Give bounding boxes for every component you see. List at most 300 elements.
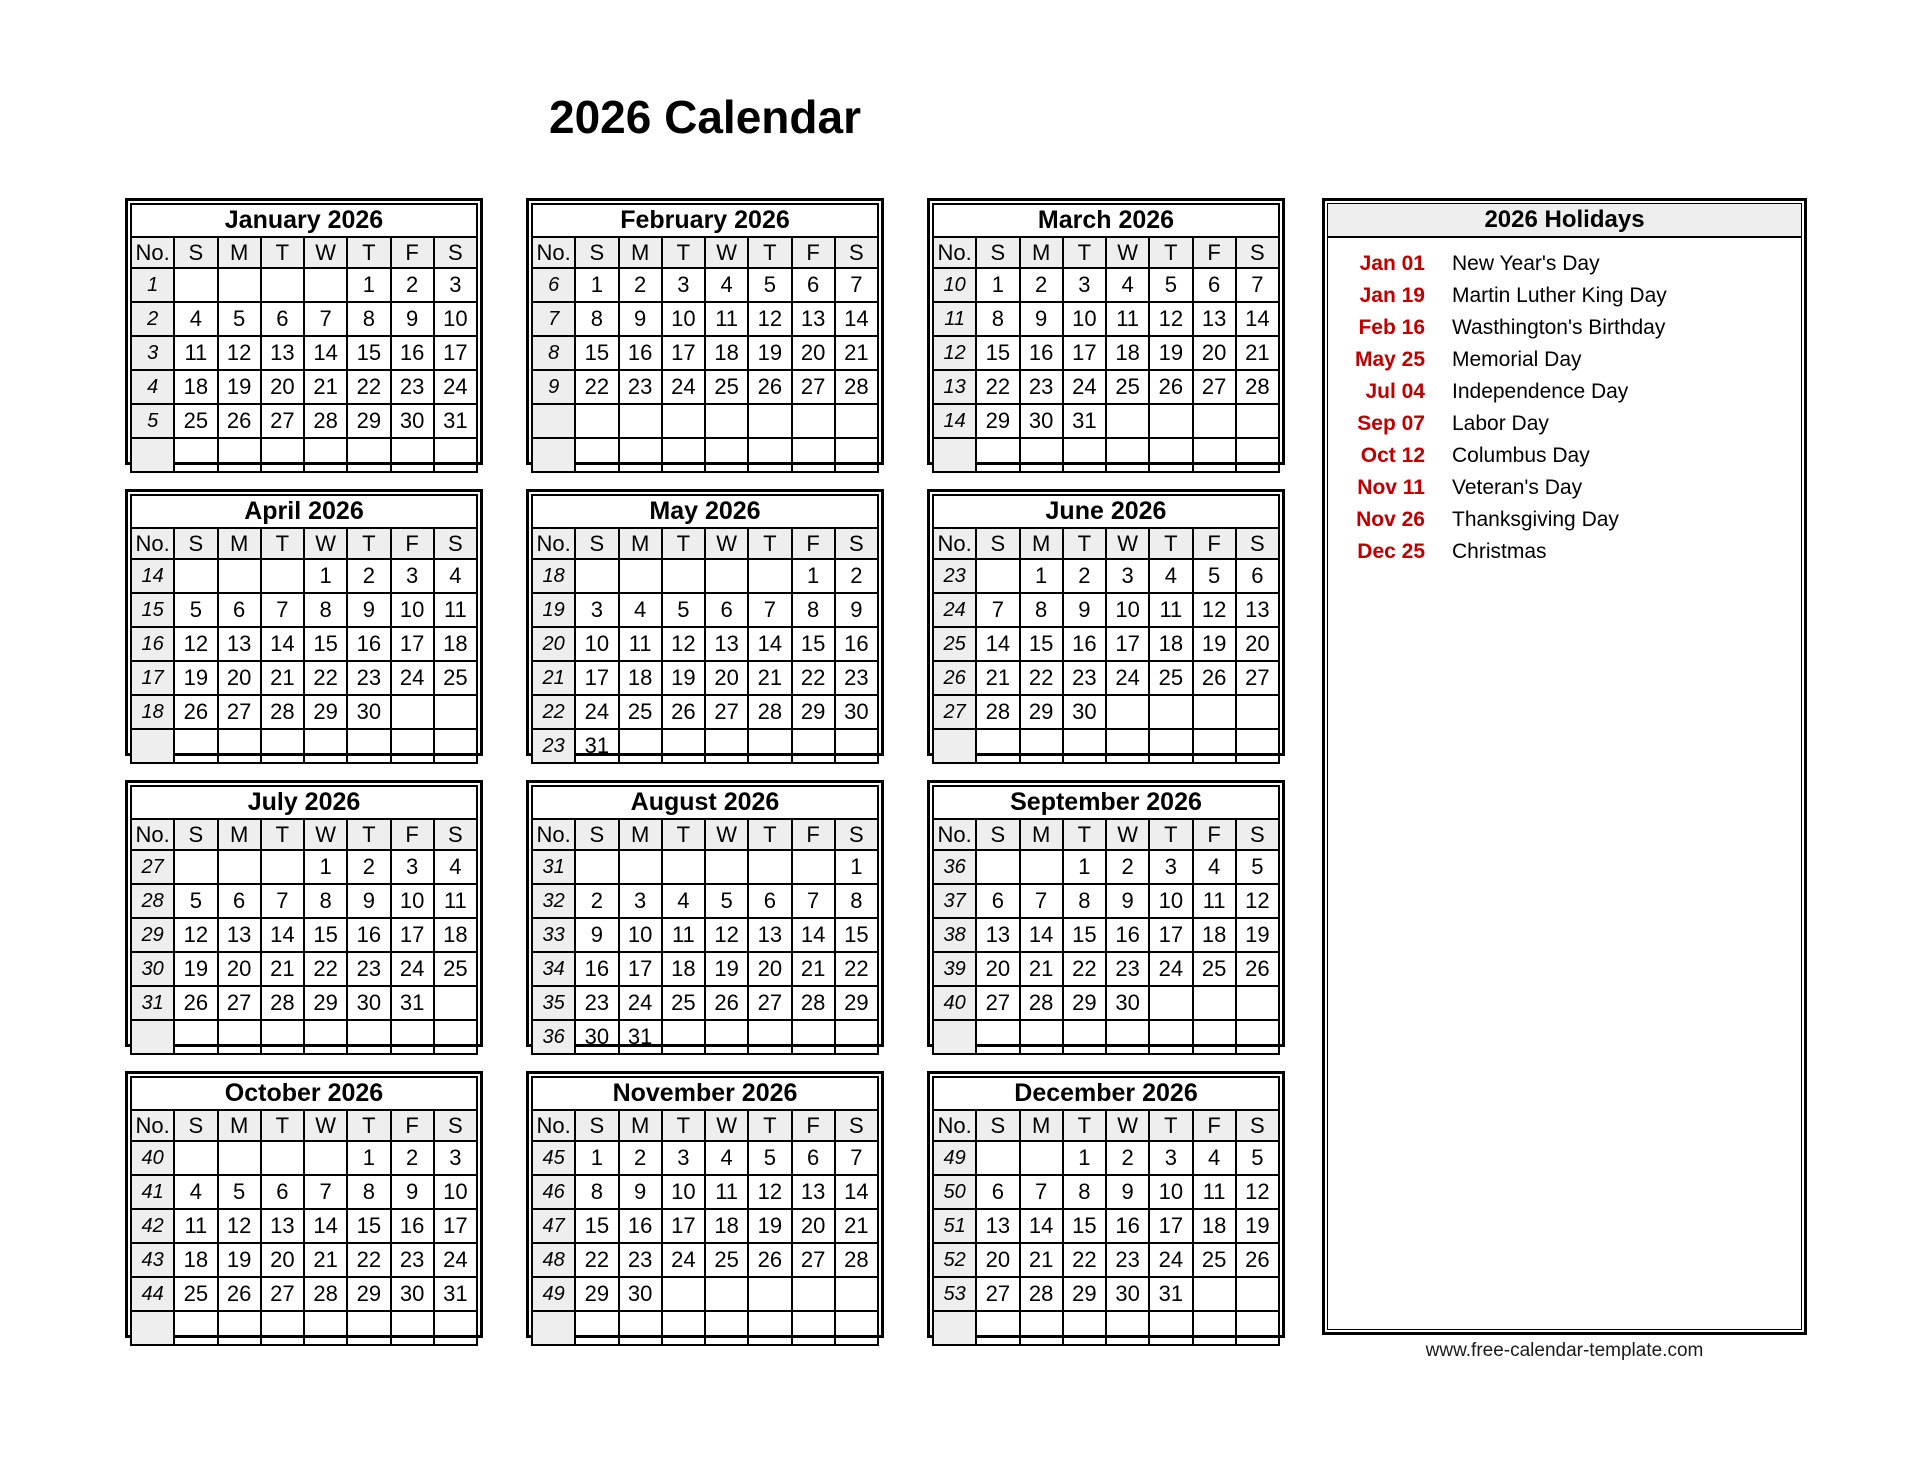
- week-number-header: No.: [131, 1110, 174, 1141]
- week-row: [532, 438, 878, 472]
- day-cell: 9: [1106, 884, 1149, 918]
- day-cell: 13: [1236, 593, 1279, 627]
- day-cell: [976, 729, 1019, 763]
- day-cell: [792, 729, 835, 763]
- day-cell: 23: [391, 370, 434, 404]
- day-cell: 18: [1193, 1209, 1236, 1243]
- day-cell: 10: [1106, 593, 1149, 627]
- day-cell: 27: [748, 986, 791, 1020]
- day-of-week-header: W: [705, 819, 748, 850]
- day-cell: 15: [792, 627, 835, 661]
- week-number-cell: 27: [131, 850, 174, 884]
- day-cell: [261, 559, 304, 593]
- day-of-week-header: T: [347, 237, 390, 268]
- day-cell: 19: [174, 952, 217, 986]
- day-cell: [391, 438, 434, 472]
- day-cell: 19: [748, 1209, 791, 1243]
- day-cell: 7: [261, 593, 304, 627]
- day-cell: 6: [792, 268, 835, 302]
- day-cell: [575, 438, 618, 472]
- day-cell: 27: [218, 986, 261, 1020]
- day-of-week-header: M: [218, 1110, 261, 1141]
- month-calendar-july: [125, 780, 483, 1047]
- day-of-week-header: S: [976, 819, 1019, 850]
- day-cell: 21: [304, 370, 347, 404]
- day-cell: 25: [662, 986, 705, 1020]
- day-of-week-header: W: [705, 237, 748, 268]
- day-cell: [304, 438, 347, 472]
- month-table-october: [130, 1076, 478, 1346]
- day-cell: 27: [976, 986, 1019, 1020]
- day-cell: 13: [748, 918, 791, 952]
- day-cell: 7: [976, 593, 1019, 627]
- day-cell: 6: [1193, 268, 1236, 302]
- holiday-row: [1328, 440, 1801, 472]
- holiday-name: New Year's Day: [1452, 252, 1600, 275]
- week-row: [933, 438, 1279, 472]
- day-cell: 10: [391, 593, 434, 627]
- week-row: [532, 918, 878, 952]
- day-cell: 24: [1149, 952, 1192, 986]
- holiday-row: [1328, 472, 1801, 504]
- day-cell: 2: [347, 850, 390, 884]
- day-of-week-header: W: [304, 1110, 347, 1141]
- day-cell: 3: [391, 850, 434, 884]
- day-cell: [1149, 729, 1192, 763]
- day-cell: 4: [434, 559, 477, 593]
- day-cell: [304, 1020, 347, 1054]
- day-cell: 24: [391, 952, 434, 986]
- day-cell: 10: [434, 302, 477, 336]
- day-cell: 13: [792, 1175, 835, 1209]
- day-cell: 3: [434, 1141, 477, 1175]
- day-cell: 15: [575, 1209, 618, 1243]
- month-title: August 2026: [532, 786, 878, 819]
- day-cell: [174, 1020, 217, 1054]
- day-cell: 2: [619, 1141, 662, 1175]
- week-number-cell: 49: [532, 1277, 575, 1311]
- week-row: [532, 268, 878, 302]
- day-cell: [218, 268, 261, 302]
- day-cell: [1236, 1020, 1279, 1054]
- day-cell: 30: [347, 695, 390, 729]
- day-cell: 25: [705, 1243, 748, 1277]
- day-cell: [218, 559, 261, 593]
- day-cell: 3: [1106, 559, 1149, 593]
- day-cell: 10: [575, 627, 618, 661]
- day-cell: [705, 1277, 748, 1311]
- day-cell: 29: [347, 1277, 390, 1311]
- day-cell: 4: [1193, 850, 1236, 884]
- day-cell: [174, 438, 217, 472]
- month-calendar-april: [125, 489, 483, 756]
- day-cell: [1236, 695, 1279, 729]
- month-title: February 2026: [532, 204, 878, 237]
- day-cell: [792, 438, 835, 472]
- day-of-week-header: T: [1149, 237, 1192, 268]
- day-cell: 18: [1106, 336, 1149, 370]
- day-cell: 21: [792, 952, 835, 986]
- month-title: April 2026: [131, 495, 477, 528]
- day-cell: 15: [1063, 918, 1106, 952]
- day-cell: 16: [1106, 1209, 1149, 1243]
- day-cell: 19: [1149, 336, 1192, 370]
- day-cell: 9: [1106, 1175, 1149, 1209]
- day-of-week-header: T: [748, 237, 791, 268]
- day-of-week-header: S: [174, 819, 217, 850]
- day-cell: 24: [575, 695, 618, 729]
- day-cell: 25: [1106, 370, 1149, 404]
- week-number-cell: 12: [933, 336, 976, 370]
- day-of-week-header: M: [218, 819, 261, 850]
- day-cell: 7: [304, 1175, 347, 1209]
- day-cell: 20: [976, 952, 1019, 986]
- day-cell: 29: [1063, 1277, 1106, 1311]
- week-number-cell: 5: [131, 404, 174, 438]
- day-cell: 13: [705, 627, 748, 661]
- day-cell: 9: [347, 593, 390, 627]
- day-cell: [218, 1311, 261, 1345]
- holiday-row: [1328, 536, 1801, 568]
- week-row: [933, 952, 1279, 986]
- day-cell: [1020, 1311, 1063, 1345]
- week-number-cell: 7: [532, 302, 575, 336]
- day-cell: 12: [218, 1209, 261, 1243]
- day-cell: 15: [1020, 627, 1063, 661]
- day-cell: 16: [347, 918, 390, 952]
- day-cell: 18: [1193, 918, 1236, 952]
- day-cell: 1: [792, 559, 835, 593]
- day-cell: [1020, 850, 1063, 884]
- week-row: [131, 336, 477, 370]
- week-number-cell: 31: [131, 986, 174, 1020]
- day-cell: 22: [347, 370, 390, 404]
- week-row: [532, 627, 878, 661]
- day-cell: [261, 1311, 304, 1345]
- day-cell: 19: [218, 370, 261, 404]
- month-calendar-september: [927, 780, 1285, 1047]
- day-cell: [1149, 438, 1192, 472]
- week-row: [532, 661, 878, 695]
- week-row: [933, 850, 1279, 884]
- day-cell: [261, 438, 304, 472]
- day-cell: [976, 850, 1019, 884]
- day-cell: 12: [174, 627, 217, 661]
- day-cell: [792, 850, 835, 884]
- holiday-date: Nov 11: [1357, 476, 1425, 499]
- day-of-week-header: F: [391, 528, 434, 559]
- day-cell: 24: [662, 1243, 705, 1277]
- day-cell: 25: [705, 370, 748, 404]
- month-title: December 2026: [933, 1077, 1279, 1110]
- holidays-list: [1328, 238, 1801, 568]
- day-cell: 9: [1020, 302, 1063, 336]
- week-row: [131, 1175, 477, 1209]
- day-cell: 13: [261, 336, 304, 370]
- day-cell: [748, 1277, 791, 1311]
- day-cell: [748, 559, 791, 593]
- week-row: [131, 627, 477, 661]
- holiday-name: Thanksgiving Day: [1452, 508, 1619, 531]
- day-cell: [976, 559, 1019, 593]
- day-cell: 1: [1020, 559, 1063, 593]
- day-of-week-header: W: [1106, 528, 1149, 559]
- day-cell: 16: [347, 627, 390, 661]
- week-number-cell: 50: [933, 1175, 976, 1209]
- week-number-cell: 40: [933, 986, 976, 1020]
- day-cell: [1063, 1311, 1106, 1345]
- week-row: [532, 1209, 878, 1243]
- day-cell: [434, 1020, 477, 1054]
- week-number-cell: 16: [131, 627, 174, 661]
- day-cell: 18: [705, 336, 748, 370]
- day-cell: 3: [1063, 268, 1106, 302]
- day-cell: [304, 1311, 347, 1345]
- month-calendar-june: [927, 489, 1285, 756]
- footer-url: www.free-calendar-template.com: [1425, 1340, 1704, 1361]
- day-cell: 7: [792, 884, 835, 918]
- holiday-row: [1328, 312, 1801, 344]
- holiday-date: Oct 12: [1360, 444, 1425, 467]
- month-calendar-march: [927, 198, 1285, 465]
- week-number-cell: 2: [131, 302, 174, 336]
- week-number-cell: [131, 1311, 174, 1345]
- day-cell: 20: [748, 952, 791, 986]
- month-table-september: [932, 785, 1280, 1055]
- day-of-week-header: F: [1193, 1110, 1236, 1141]
- day-cell: 6: [218, 593, 261, 627]
- months-grid: [125, 198, 1285, 1338]
- day-cell: 3: [1149, 850, 1192, 884]
- day-cell: 8: [575, 302, 618, 336]
- week-row: [933, 1020, 1279, 1054]
- day-cell: [835, 1020, 878, 1054]
- day-cell: [1236, 986, 1279, 1020]
- day-cell: 29: [1063, 986, 1106, 1020]
- week-number-cell: [532, 404, 575, 438]
- week-row: [532, 695, 878, 729]
- week-row: [131, 986, 477, 1020]
- day-cell: [218, 1141, 261, 1175]
- day-cell: [1106, 695, 1149, 729]
- day-cell: [792, 404, 835, 438]
- week-number-cell: 29: [131, 918, 174, 952]
- day-cell: 27: [218, 695, 261, 729]
- week-number-cell: 8: [532, 336, 575, 370]
- week-number-cell: 17: [131, 661, 174, 695]
- day-cell: 21: [304, 1243, 347, 1277]
- day-cell: [434, 729, 477, 763]
- week-number-cell: 24: [933, 593, 976, 627]
- day-cell: 31: [434, 404, 477, 438]
- day-cell: 8: [1020, 593, 1063, 627]
- week-row: [933, 1311, 1279, 1345]
- day-cell: [835, 404, 878, 438]
- week-number-cell: 47: [532, 1209, 575, 1243]
- day-cell: 4: [619, 593, 662, 627]
- day-cell: 29: [976, 404, 1019, 438]
- day-cell: 2: [1063, 559, 1106, 593]
- week-number-cell: 18: [532, 559, 575, 593]
- day-cell: 17: [662, 336, 705, 370]
- day-cell: 15: [347, 336, 390, 370]
- day-cell: [662, 850, 705, 884]
- week-row: [532, 1141, 878, 1175]
- day-cell: 14: [261, 918, 304, 952]
- week-number-cell: 39: [933, 952, 976, 986]
- week-number-cell: [933, 1311, 976, 1345]
- day-cell: 30: [1063, 695, 1106, 729]
- day-cell: [174, 850, 217, 884]
- month-table-july: [130, 785, 478, 1055]
- week-number-cell: 14: [131, 559, 174, 593]
- week-number-cell: 20: [532, 627, 575, 661]
- day-cell: 28: [304, 1277, 347, 1311]
- day-cell: 28: [261, 986, 304, 1020]
- week-number-cell: 43: [131, 1243, 174, 1277]
- week-row: [933, 268, 1279, 302]
- day-cell: 26: [218, 404, 261, 438]
- week-row: [933, 627, 1279, 661]
- week-number-cell: 31: [532, 850, 575, 884]
- day-cell: [261, 1020, 304, 1054]
- month-title: January 2026: [131, 204, 477, 237]
- day-cell: 28: [1020, 1277, 1063, 1311]
- day-cell: 15: [304, 918, 347, 952]
- day-cell: 5: [1236, 1141, 1279, 1175]
- day-cell: 17: [1149, 1209, 1192, 1243]
- week-row: [131, 1209, 477, 1243]
- day-cell: [174, 268, 217, 302]
- day-cell: [1149, 1020, 1192, 1054]
- day-cell: 7: [835, 1141, 878, 1175]
- week-number-cell: 35: [532, 986, 575, 1020]
- day-cell: 26: [1193, 661, 1236, 695]
- day-of-week-header: S: [575, 1110, 618, 1141]
- day-of-week-header: W: [705, 528, 748, 559]
- day-cell: 19: [662, 661, 705, 695]
- day-cell: 22: [835, 952, 878, 986]
- day-cell: 20: [261, 370, 304, 404]
- week-row: [532, 952, 878, 986]
- day-cell: [434, 986, 477, 1020]
- day-cell: 26: [174, 695, 217, 729]
- day-of-week-header: S: [835, 1110, 878, 1141]
- day-cell: 17: [391, 918, 434, 952]
- week-number-cell: 48: [532, 1243, 575, 1277]
- day-cell: [1236, 1277, 1279, 1311]
- day-of-week-header: W: [1106, 1110, 1149, 1141]
- day-cell: [1149, 695, 1192, 729]
- day-of-week-header: T: [1149, 1110, 1192, 1141]
- week-row: [933, 404, 1279, 438]
- day-cell: 25: [619, 695, 662, 729]
- day-cell: 25: [174, 404, 217, 438]
- day-cell: 19: [218, 1243, 261, 1277]
- day-cell: 24: [434, 370, 477, 404]
- week-number-cell: 44: [131, 1277, 174, 1311]
- month-title: November 2026: [532, 1077, 878, 1110]
- day-cell: 14: [748, 627, 791, 661]
- day-cell: [1236, 729, 1279, 763]
- day-cell: 23: [1106, 1243, 1149, 1277]
- day-of-week-header: T: [662, 819, 705, 850]
- day-cell: 14: [304, 336, 347, 370]
- day-cell: 13: [976, 1209, 1019, 1243]
- day-cell: [792, 1277, 835, 1311]
- day-cell: 22: [1063, 952, 1106, 986]
- day-cell: 7: [304, 302, 347, 336]
- day-cell: [347, 438, 390, 472]
- day-cell: 10: [391, 884, 434, 918]
- day-cell: 14: [1020, 918, 1063, 952]
- day-cell: 14: [835, 302, 878, 336]
- day-cell: 3: [1149, 1141, 1192, 1175]
- day-cell: 30: [1106, 1277, 1149, 1311]
- day-cell: 12: [662, 627, 705, 661]
- day-cell: 9: [835, 593, 878, 627]
- week-number-cell: [933, 438, 976, 472]
- day-cell: 7: [835, 268, 878, 302]
- month-table-february: [531, 203, 879, 473]
- day-of-week-header: F: [1193, 237, 1236, 268]
- day-cell: [304, 729, 347, 763]
- day-cell: 19: [748, 336, 791, 370]
- day-cell: 7: [1236, 268, 1279, 302]
- month-calendar-january: [125, 198, 483, 465]
- day-cell: 28: [835, 1243, 878, 1277]
- day-cell: 3: [391, 559, 434, 593]
- day-cell: [619, 850, 662, 884]
- week-number-cell: 1: [131, 268, 174, 302]
- day-of-week-header: S: [575, 237, 618, 268]
- week-number-cell: 36: [532, 1020, 575, 1054]
- day-cell: 24: [1063, 370, 1106, 404]
- week-row: [532, 336, 878, 370]
- day-cell: 9: [1063, 593, 1106, 627]
- week-row: [933, 559, 1279, 593]
- week-row: [532, 1311, 878, 1345]
- day-cell: [619, 438, 662, 472]
- week-number-cell: 14: [933, 404, 976, 438]
- day-cell: 26: [662, 695, 705, 729]
- day-cell: 25: [174, 1277, 217, 1311]
- week-number-cell: 19: [532, 593, 575, 627]
- day-of-week-header: S: [1236, 819, 1279, 850]
- day-cell: [835, 438, 878, 472]
- day-of-week-header: S: [835, 528, 878, 559]
- day-cell: 5: [1193, 559, 1236, 593]
- day-of-week-header: M: [218, 528, 261, 559]
- week-number-cell: 49: [933, 1141, 976, 1175]
- day-cell: [1106, 438, 1149, 472]
- day-cell: 29: [792, 695, 835, 729]
- day-cell: 26: [1236, 1243, 1279, 1277]
- day-cell: 22: [1063, 1243, 1106, 1277]
- week-row: [532, 370, 878, 404]
- day-cell: 26: [748, 1243, 791, 1277]
- day-cell: 10: [1149, 884, 1192, 918]
- day-cell: [1149, 404, 1192, 438]
- day-cell: 2: [391, 268, 434, 302]
- day-cell: 23: [619, 370, 662, 404]
- day-cell: [748, 729, 791, 763]
- week-row: [131, 593, 477, 627]
- day-cell: 2: [1106, 1141, 1149, 1175]
- day-cell: 4: [174, 1175, 217, 1209]
- day-cell: 24: [662, 370, 705, 404]
- day-cell: 17: [391, 627, 434, 661]
